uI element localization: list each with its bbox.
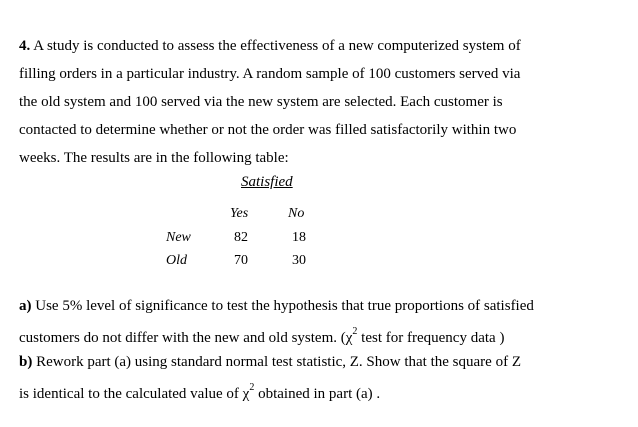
part-b-line-1: [19, 353, 521, 371]
cell-old-no: 30: [292, 253, 306, 268]
problem-number: 4.: [19, 38, 31, 54]
cell-new-no: 18: [292, 230, 306, 245]
part-b-line-2: [19, 381, 380, 403]
part-b-text: obtained in part (a) .: [254, 386, 381, 402]
part-a-text: Use 5% level of significance to test the hypothesis that true proportions of satisfied: [35, 298, 534, 314]
cell-old-yes: 70: [234, 253, 248, 268]
part-b-text: Rework part (a) using standard normal test statistic, Z. Show that the square of Z: [36, 354, 521, 370]
chi-symbol: χ: [345, 330, 353, 346]
part-b-text: is identical to the calculated value of: [19, 386, 243, 402]
problem-text-line: the old system and 100 served via the new system are selected. Each customer is: [19, 94, 503, 110]
part-a-line-1: [19, 297, 534, 315]
col-header-yes: Yes: [230, 206, 249, 221]
row-label-old: Old: [166, 253, 187, 268]
problem-line-1: [19, 37, 521, 55]
problem-text-line: weeks. The results are in the following table:: [19, 150, 289, 166]
problem-text-line: A study is conducted to assess the effectiveness of a new computerized system of: [33, 38, 521, 54]
problem-text-line: contacted to determine whether or not the order was filled satisfactorily within two: [19, 122, 517, 138]
row-label-new: New: [166, 230, 191, 245]
superscript-two: 2: [352, 326, 358, 337]
part-a-line-2: [19, 325, 504, 347]
part-a-text: test for frequency data ): [357, 330, 505, 346]
part-a-text: customers do not differ with the new and old system. (: [19, 330, 346, 346]
problem-text-line: filling orders in a particular industry. A random sample of 100 customers served via: [19, 66, 521, 82]
part-a-label: a): [19, 298, 32, 314]
part-b-label: b): [19, 354, 33, 370]
col-header-no: No: [288, 206, 305, 221]
cell-new-yes: 82: [234, 230, 248, 245]
chi-symbol: χ: [242, 386, 250, 402]
superscript-two: 2: [249, 382, 255, 393]
table-title: Satisfied: [241, 174, 293, 190]
